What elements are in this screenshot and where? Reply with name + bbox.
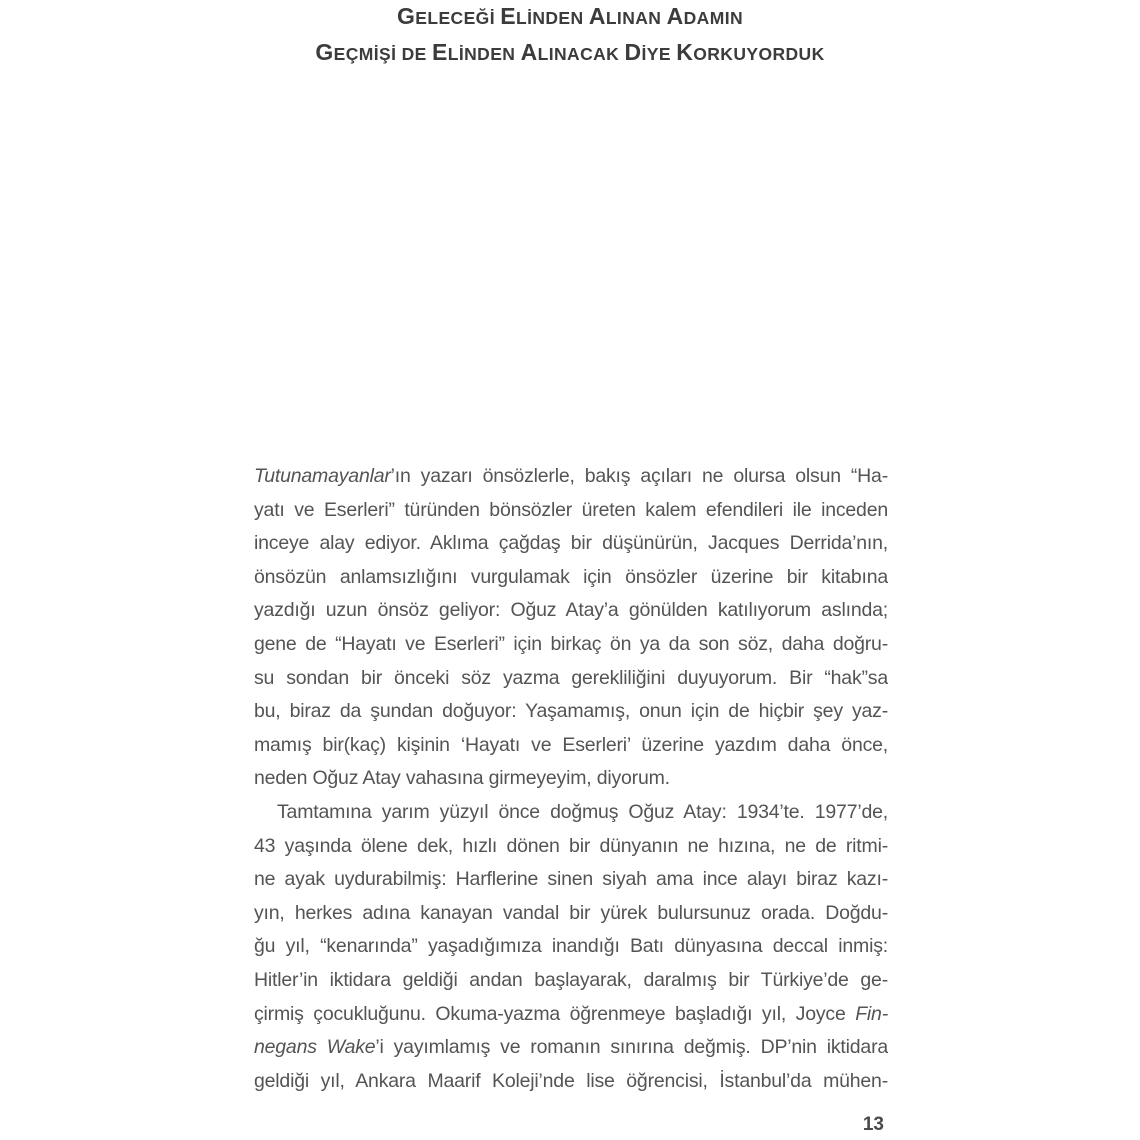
text-segment: yazdığı uzun önsöz geliyor: Oğuz Atay’a gönülden katılıyorum aslında; (254, 599, 888, 622)
page-number: 13 (862, 1114, 884, 1135)
italic-text-segment: Tutunamayanlar (254, 465, 391, 487)
text-line (254, 494, 888, 528)
text-line (254, 662, 888, 696)
text-line (254, 729, 888, 763)
text-line (254, 695, 888, 729)
text-segment: yın, herkes adına kanayan vandal bir yürek bulursunuz orada. Doğdu- (254, 901, 888, 924)
text-segment: geldiği yıl, Ankara Maarif Koleji’nde lise öğrencisi, İstanbul’da mühen- (254, 1069, 888, 1092)
text-segment: mamış bir(kaç) kişinin ‘Hayatı ve Eserleri’ üzerine yazdım daha önce, (254, 733, 888, 756)
text-segment: çirmiş çocukluğunu. Okuma-yazma öğrenmeye başladığı yıl, Joyce (254, 1002, 856, 1025)
text-line (254, 594, 888, 628)
text-line (254, 897, 888, 931)
text-line (254, 964, 888, 998)
text-segment: ’i yayımlamış ve romanın sınırına değmiş. DP’nin iktidara (375, 1036, 888, 1059)
text-segment: 43 yaşında ölene dek, hızlı dönen bir dünyanın ne hızına, ne de ritmi- (254, 834, 888, 857)
text-segment: Tamtamına yarım yüzyıl önce doğmuş Oğuz Atay: 1934’te. 1977’de, (277, 800, 888, 823)
chapter-title-line-1: GELECEĞİ ELİNDEN ALINAN ADAMIN (397, 3, 743, 29)
text-segment: ğu yıl, “kenarında” yaşadığımıza inandığı Batı dünyasına deccal inmiş: (254, 935, 888, 958)
text-line (254, 1031, 888, 1065)
text-segment: Hitler’in iktidara geldiği andan başlayarak, daralmış bir Türkiye’de ge- (254, 968, 888, 991)
text-segment: su sondan bir önceki söz yazma gerekliliğini duyuyorum. Bir “hak”sa (254, 666, 888, 689)
text-line (254, 998, 888, 1032)
text-segment: yatı ve Eserleri” türünden bönsözler üreten kalem efendileri ile inceden (254, 498, 888, 521)
text-line (254, 830, 888, 864)
chapter-title-line-2: GEÇMİŞİ DE ELİNDEN ALINACAK DİYE KORKUYORDUK (315, 39, 825, 65)
text-line (254, 930, 888, 964)
text-line (254, 628, 888, 662)
text-line (254, 460, 888, 494)
text-line (254, 527, 888, 561)
text-segment: bu, biraz da şundan doğuyor: Yaşamamış, onun için de hiçbir şey yaz- (254, 700, 888, 723)
text-line (254, 796, 888, 830)
text-segment: inceye alay ediyor. Aklıma çağdaş bir düşünürün, Jacques Derrida’nın, (254, 532, 888, 555)
text-line (254, 1065, 888, 1099)
text-segment: önsözün anlamsızlığını vurgulamak için önsözler üzerine bir kitabına (254, 565, 888, 588)
body-text (254, 460, 888, 1098)
text-line (254, 863, 888, 897)
text-line (254, 762, 888, 796)
text-segment: gene de “Hayatı ve Eserleri” için birkaç ön ya da son söz, daha doğru- (254, 632, 888, 655)
chapter-title (0, 0, 1140, 72)
italic-text-segment: Fin- (855, 1002, 888, 1025)
text-segment: ne ayak uydurabilmiş: Harflerine sinen siyah ama ince alayı biraz kazı- (254, 868, 888, 891)
text-line (254, 561, 888, 595)
text-segment: neden Oğuz Atay vahasına girmeyeyim, diyorum. (254, 767, 670, 790)
italic-text-segment: negans Wake (254, 1036, 376, 1059)
text-segment: ’ın yazarı önsözlerle, bakış açıları ne olursa olsun “Ha- (390, 465, 888, 487)
